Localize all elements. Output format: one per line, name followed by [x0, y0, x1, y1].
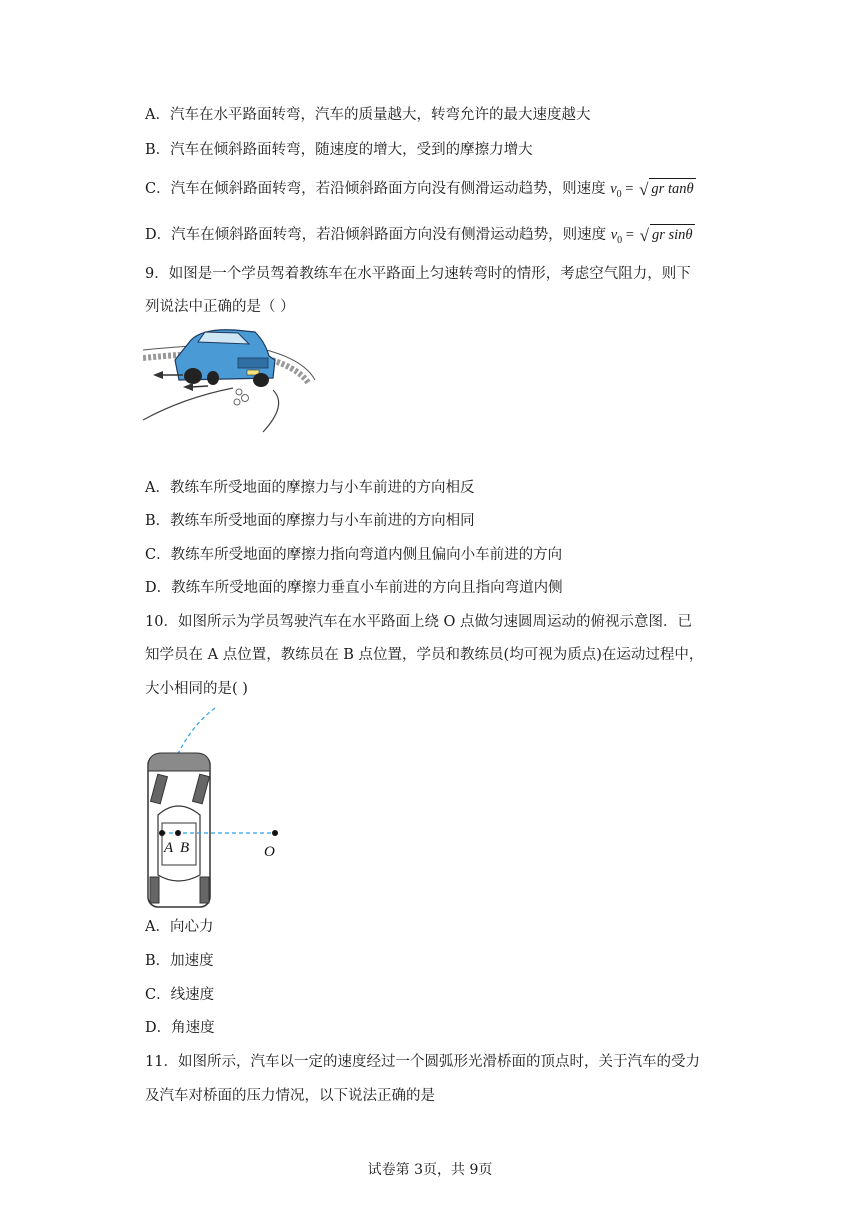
page-footer: 试卷第 3页，共 9页	[367, 1162, 493, 1178]
q9-option-b: B．教练车所受地面的摩擦力与小车前进的方向相同	[145, 513, 475, 529]
q10-option-a: A．向心力	[145, 919, 214, 935]
q8-option-b: B．汽车在倾斜路面转弯，随速度的增大，受到的摩擦力增大	[145, 142, 533, 158]
label-a: A	[164, 840, 174, 856]
q10-stem-line1: 10．如图所示为学员驾驶汽车在水平路面上绕 O 点做匀速圆周运动的俯视示意图．已	[145, 614, 693, 630]
q8-option-c	[145, 178, 696, 205]
q10-stem-line2: 知学员在 A 点位置，教练员在 B 点位置，学员和教练员(均可视为质点)在运动过程中，	[145, 647, 704, 663]
q9-car-turning-figure	[143, 320, 318, 435]
q10-option-d: D．角速度	[145, 1020, 215, 1036]
q9-stem-line2: 列说法中正确的是（ ）	[145, 299, 295, 315]
q11-stem-line1: 11．如图所示，汽车以一定的速度经过一个圆弧形光滑桥面的顶点时，关于汽车的受力	[145, 1054, 700, 1070]
q9-option-d: D．教练车所受地面的摩擦力垂直小车前进的方向且指向弯道内侧	[145, 580, 563, 596]
q8-option-d	[145, 224, 695, 251]
q10-option-b: B．加速度	[145, 953, 214, 969]
q8-option-c-formula: $v_0$ = √ gr tanθ	[610, 180, 694, 200]
q8-option-c-text: C．汽车在倾斜路面转弯，若沿倾斜路面方向没有侧滑运动趋势，则速度	[145, 181, 606, 197]
q9-stem-line1: 9．如图是一个学员驾着教练车在水平路面上匀速转弯时的情形，考虑空气阻力，则下	[145, 266, 691, 282]
q8-option-a: A．汽车在水平路面转弯，汽车的质量越大，转弯允许的最大速度越大	[145, 107, 591, 123]
label-o: O	[264, 844, 275, 860]
q8-option-d-formula: $v_0$ = √ gr sinθ	[610, 226, 693, 246]
q10-stem-line3: 大小相同的是( )	[145, 681, 248, 697]
q10-option-c: C．线速度	[145, 987, 215, 1003]
q11-stem-line2: 及汽车对桥面的压力情况，以下说法正确的是	[145, 1088, 435, 1104]
q8-option-d-text: D．汽车在倾斜路面转弯，若沿倾斜路面方向没有侧滑运动趋势，则速度	[145, 227, 607, 243]
q9-option-a: A．教练车所受地面的摩擦力与小车前进的方向相反	[145, 480, 475, 496]
q10-car-topview-figure	[140, 705, 300, 910]
label-b: B	[180, 840, 190, 856]
q9-option-c: C．教练车所受地面的摩擦力指向弯道内侧且偏向小车前进的方向	[145, 547, 563, 563]
